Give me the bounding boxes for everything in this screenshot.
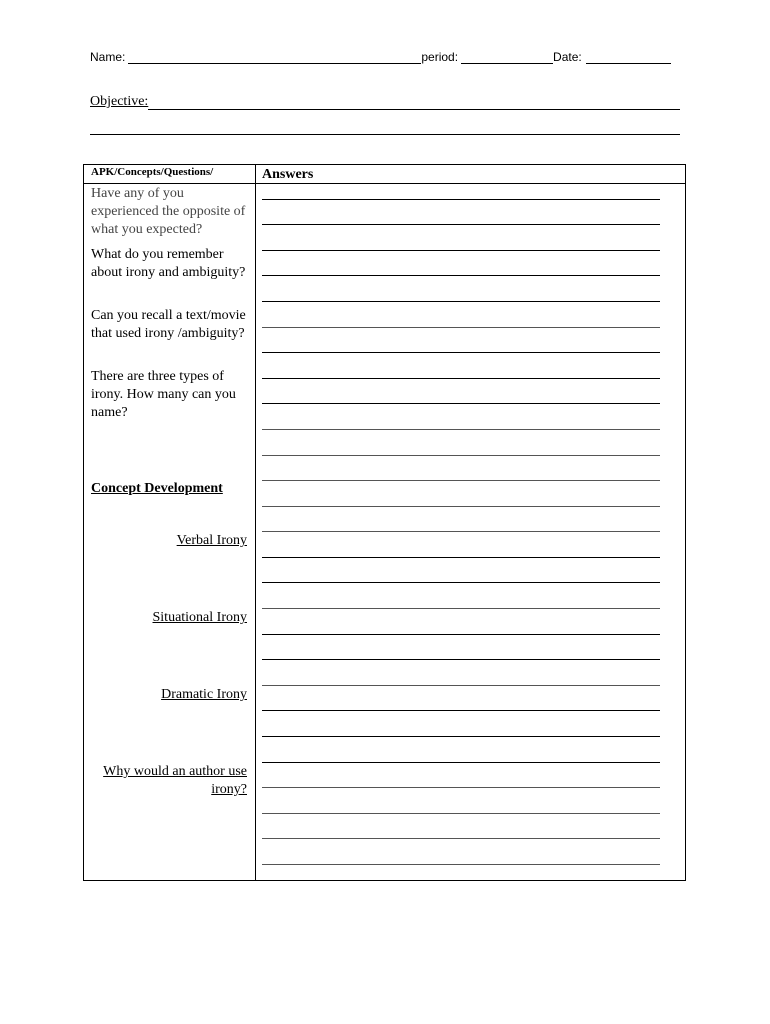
answer-line[interactable] — [262, 634, 660, 635]
answer-line[interactable] — [262, 301, 660, 302]
concept-development-heading: Concept Development — [91, 481, 223, 496]
answer-line[interactable] — [262, 429, 660, 430]
objective-field[interactable] — [148, 95, 680, 110]
date-label: Date: — [553, 50, 582, 64]
answer-line[interactable] — [262, 762, 660, 763]
answer-line[interactable] — [262, 455, 660, 456]
name-field[interactable] — [128, 51, 421, 64]
answer-line[interactable] — [262, 352, 660, 353]
column-divider — [255, 165, 256, 880]
answer-line[interactable] — [262, 659, 660, 660]
answer-line[interactable] — [262, 608, 660, 609]
term-situational-irony: Situational Irony — [152, 610, 247, 625]
question-why-author-irony: Why would an author use irony? — [103, 764, 247, 797]
term-dramatic-irony: Dramatic Irony — [161, 687, 247, 702]
period-field[interactable] — [461, 51, 553, 64]
period-label: period: — [421, 50, 459, 64]
answer-line[interactable] — [262, 403, 660, 404]
student-info-line — [90, 48, 680, 64]
answer-line[interactable] — [262, 685, 660, 686]
answer-line[interactable] — [262, 250, 660, 251]
name-label: Name: — [90, 50, 126, 64]
answer-line[interactable] — [262, 838, 660, 839]
date-field[interactable] — [586, 51, 671, 64]
question-three-types: There are three types of irony. How many can you name? — [91, 369, 236, 420]
answer-line[interactable] — [262, 480, 660, 481]
term-verbal-irony: Verbal Irony — [176, 533, 247, 548]
answer-line[interactable] — [262, 531, 660, 532]
answer-line[interactable] — [262, 224, 660, 225]
answer-line[interactable] — [262, 710, 660, 711]
objective-field-line-2[interactable] — [90, 134, 680, 135]
answer-line[interactable] — [262, 199, 660, 200]
answer-line[interactable] — [262, 378, 660, 379]
notes-table — [83, 164, 686, 881]
question-remember-irony: What do you remember about irony and ambiguity? — [91, 247, 246, 280]
objective-label: Objective: — [90, 94, 149, 109]
answers-column-header: Answers — [262, 167, 314, 182]
answer-line[interactable] — [262, 787, 660, 788]
objective-row — [90, 94, 680, 110]
answer-line[interactable] — [262, 736, 660, 737]
answer-line[interactable] — [262, 582, 660, 583]
question-recall-text: Can you recall a text/movie that used irony /ambiguity? — [91, 308, 246, 341]
question-opposite-expected: Have any of you experienced the opposite of what you expected? — [91, 186, 246, 237]
header-divider — [84, 183, 685, 184]
answer-line[interactable] — [262, 275, 660, 276]
questions-column-header: APK/Concepts/Questions/ — [91, 166, 214, 178]
answer-line[interactable] — [262, 813, 660, 814]
answer-line[interactable] — [262, 864, 660, 865]
answer-line[interactable] — [262, 327, 660, 328]
answer-line[interactable] — [262, 506, 660, 507]
answer-line[interactable] — [262, 557, 660, 558]
